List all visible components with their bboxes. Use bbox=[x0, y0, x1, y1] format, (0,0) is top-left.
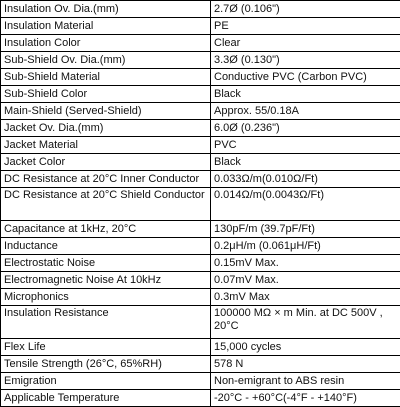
table-row bbox=[1, 221, 400, 238]
spec-label: Microphonics bbox=[1, 289, 211, 306]
spec-value: 0.014Ω/m(0.0043Ω/Ft) bbox=[211, 188, 400, 221]
spec-label: Insulation Ov. Dia.(mm) bbox=[1, 1, 211, 18]
table-row bbox=[1, 171, 400, 188]
table-row bbox=[1, 188, 400, 221]
table-row bbox=[1, 103, 400, 120]
spec-value: Non-emigrant to ABS resin bbox=[211, 373, 400, 390]
spec-value: 6.0Ø (0.236") bbox=[211, 120, 400, 137]
spec-label: Jacket Material bbox=[1, 137, 211, 154]
table-row bbox=[1, 306, 400, 339]
spec-value: 0.07mV Max. bbox=[211, 272, 400, 289]
table-row bbox=[1, 52, 400, 69]
spec-label: Flex Life bbox=[1, 339, 211, 356]
spec-value: Black bbox=[211, 86, 400, 103]
spec-label: Electromagnetic Noise At 10kHz bbox=[1, 272, 211, 289]
spec-label: Tensile Strength (26°C, 65%RH) bbox=[1, 356, 211, 373]
spec-label: Applicable Temperature bbox=[1, 390, 211, 407]
table-row bbox=[1, 238, 400, 255]
spec-label: Jacket Ov. Dia.(mm) bbox=[1, 120, 211, 137]
table-row bbox=[1, 289, 400, 306]
spec-value: 3.3Ø (0.130") bbox=[211, 52, 400, 69]
spec-value: Conductive PVC (Carbon PVC) bbox=[211, 69, 400, 86]
spec-label: Jacket Color bbox=[1, 154, 211, 171]
spec-label: DC Resistance at 20°C Inner Conductor bbox=[1, 171, 211, 188]
spec-value: 0.3mV Max bbox=[211, 289, 400, 306]
spec-value: 0.033Ω/m(0.010Ω/Ft) bbox=[211, 171, 400, 188]
spec-value: Black bbox=[211, 154, 400, 171]
spec-value: -20°C - +60°C(-4°F - +140°F) bbox=[211, 390, 400, 407]
spec-label: Insulation Material bbox=[1, 18, 211, 35]
spec-label: Capacitance at 1kHz, 20°C bbox=[1, 221, 211, 238]
table-row bbox=[1, 154, 400, 171]
table-row bbox=[1, 86, 400, 103]
table-row bbox=[1, 35, 400, 52]
spec-value: 0.15mV Max. bbox=[211, 255, 400, 272]
table-row bbox=[1, 272, 400, 289]
spec-value: Clear bbox=[211, 35, 400, 52]
spec-value: 2.7Ø (0.106") bbox=[211, 1, 400, 18]
table-row bbox=[1, 137, 400, 154]
spec-label: DC Resistance at 20°C Shield Conductor bbox=[1, 188, 211, 221]
spec-label: Emigration bbox=[1, 373, 211, 390]
table-row bbox=[1, 120, 400, 137]
spec-value: Approx. 55/0.18A bbox=[211, 103, 400, 120]
table-row bbox=[1, 356, 400, 373]
spec-label: Inductance bbox=[1, 238, 211, 255]
spec-label: Insulation Color bbox=[1, 35, 211, 52]
spec-label: Insulation Resistance bbox=[1, 306, 211, 339]
spec-value: 100000 MΩ × m Min. at DC 500V , 20°C bbox=[211, 306, 400, 339]
table-row bbox=[1, 255, 400, 272]
table-row bbox=[1, 339, 400, 356]
spec-value: 15,000 cycles bbox=[211, 339, 400, 356]
spec-value: PVC bbox=[211, 137, 400, 154]
spec-value: 130pF/m (39.7pF/Ft) bbox=[211, 221, 400, 238]
spec-label: Electrostatic Noise bbox=[1, 255, 211, 272]
spec-label: Sub-Shield Color bbox=[1, 86, 211, 103]
table-row bbox=[1, 1, 400, 18]
spec-value: 0.2μH/m (0.061μH/Ft) bbox=[211, 238, 400, 255]
table-row bbox=[1, 390, 400, 407]
spec-value: 578 N bbox=[211, 356, 400, 373]
spec-value: PE bbox=[211, 18, 400, 35]
spec-label: Sub-Shield Ov. Dia.(mm) bbox=[1, 52, 211, 69]
spec-label: Sub-Shield Material bbox=[1, 69, 211, 86]
table-row bbox=[1, 18, 400, 35]
table-row bbox=[1, 69, 400, 86]
table-row bbox=[1, 373, 400, 390]
spec-label: Main-Shield (Served-Shield) bbox=[1, 103, 211, 120]
